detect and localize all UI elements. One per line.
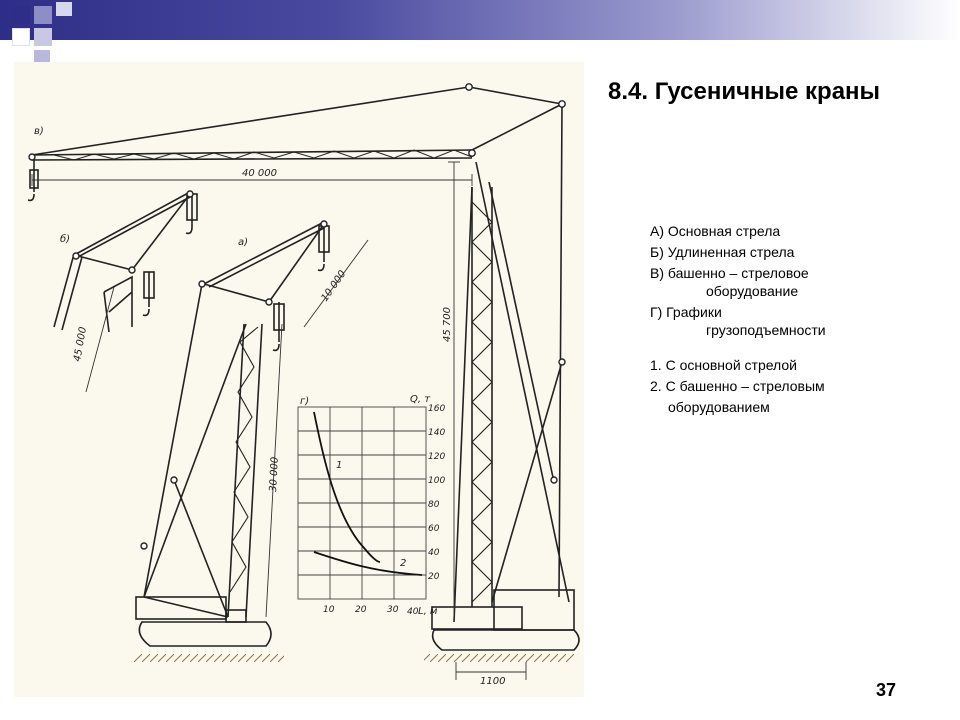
- graph-y-axis-label: Q, т: [410, 394, 431, 405]
- legend-item-line1: А) Основная стрела: [650, 223, 781, 239]
- list-spacer: [650, 342, 826, 356]
- legend-item: [650, 222, 826, 240]
- graph-item-line1: 2. С башенно – стреловым: [650, 378, 825, 394]
- graph-item-line2: оборудованием: [668, 399, 770, 415]
- page-number: 37: [876, 680, 897, 700]
- legend-item-line1: В) башенно – стреловое: [650, 265, 809, 281]
- graph-y-tick: 100: [428, 476, 446, 486]
- graph-x-tick: 10: [323, 605, 335, 615]
- ground-hatch-right: [424, 654, 574, 662]
- graph-y-tick: 60: [428, 524, 440, 534]
- graph-y-tick: 40: [428, 548, 440, 558]
- legend-item-line1: Г) Графики: [650, 304, 722, 320]
- legend-item: [650, 303, 826, 339]
- graph-y-tick: 80: [428, 500, 440, 510]
- crane-main-boom: [136, 222, 329, 646]
- curve-label-1: 1: [336, 460, 343, 471]
- legend-item: [650, 243, 826, 261]
- curve-label-2: 2: [400, 558, 407, 569]
- dim-tower-text: 45 700: [442, 307, 453, 342]
- legend-item-line2: грузоподъемности: [706, 322, 826, 338]
- header-gradient-bar: [0, 0, 960, 40]
- graph-x-axis-label: L, м: [418, 606, 438, 617]
- label-g: г): [300, 396, 310, 407]
- capacity-curve-1: [314, 412, 380, 562]
- dim-boom-b-line: [86, 287, 114, 392]
- crane-extended-joints: [73, 191, 193, 273]
- graph-y-tick: 140: [428, 428, 446, 438]
- decor-square-6: [34, 50, 50, 62]
- label-v: в): [34, 126, 44, 137]
- crane-extended-boom: [54, 192, 197, 332]
- slide-title: 8.4. Гусеничные краны: [608, 78, 881, 105]
- legend-item-line1: Б) Удлиненная стрела: [650, 244, 795, 260]
- graph-y-tick: 120: [428, 452, 446, 462]
- dim-boom-a-text: 30 000: [268, 456, 281, 493]
- tower-crane: [28, 87, 579, 650]
- ground-hatch-left: [134, 654, 284, 662]
- graph-x-tick: 20: [355, 605, 367, 615]
- graph-y-tick: 20: [428, 572, 440, 582]
- graph-y-tick: 160: [428, 404, 446, 414]
- graph-x-tick: 30: [387, 605, 399, 615]
- graph-item-line1: 1. С основной стрелой: [650, 357, 797, 373]
- capacity-graph-grid: [298, 407, 426, 599]
- decor-square-1: [12, 6, 30, 24]
- dim-tower-line: [448, 162, 460, 617]
- legend-item: [650, 264, 826, 300]
- legend-item-line2: оборудование: [706, 283, 799, 299]
- graph-item: [650, 377, 826, 416]
- dim-reach-text: 10 000: [319, 268, 349, 304]
- dim-top-text: 40 000: [242, 168, 277, 179]
- graph-x-tick: 40: [407, 607, 419, 617]
- label-b: б): [60, 234, 71, 245]
- legend-list: [650, 222, 826, 419]
- dim-track-text: 1100: [480, 676, 506, 687]
- decor-square-3: [56, 2, 72, 16]
- decor-square-5: [12, 28, 30, 46]
- decor-square-2: [34, 6, 52, 24]
- graph-item: [650, 356, 826, 374]
- decor-square-4: [34, 28, 52, 46]
- crane-drawing: [14, 62, 584, 697]
- label-a: а): [238, 237, 249, 248]
- dim-boom-b-text: 45 000: [72, 326, 90, 363]
